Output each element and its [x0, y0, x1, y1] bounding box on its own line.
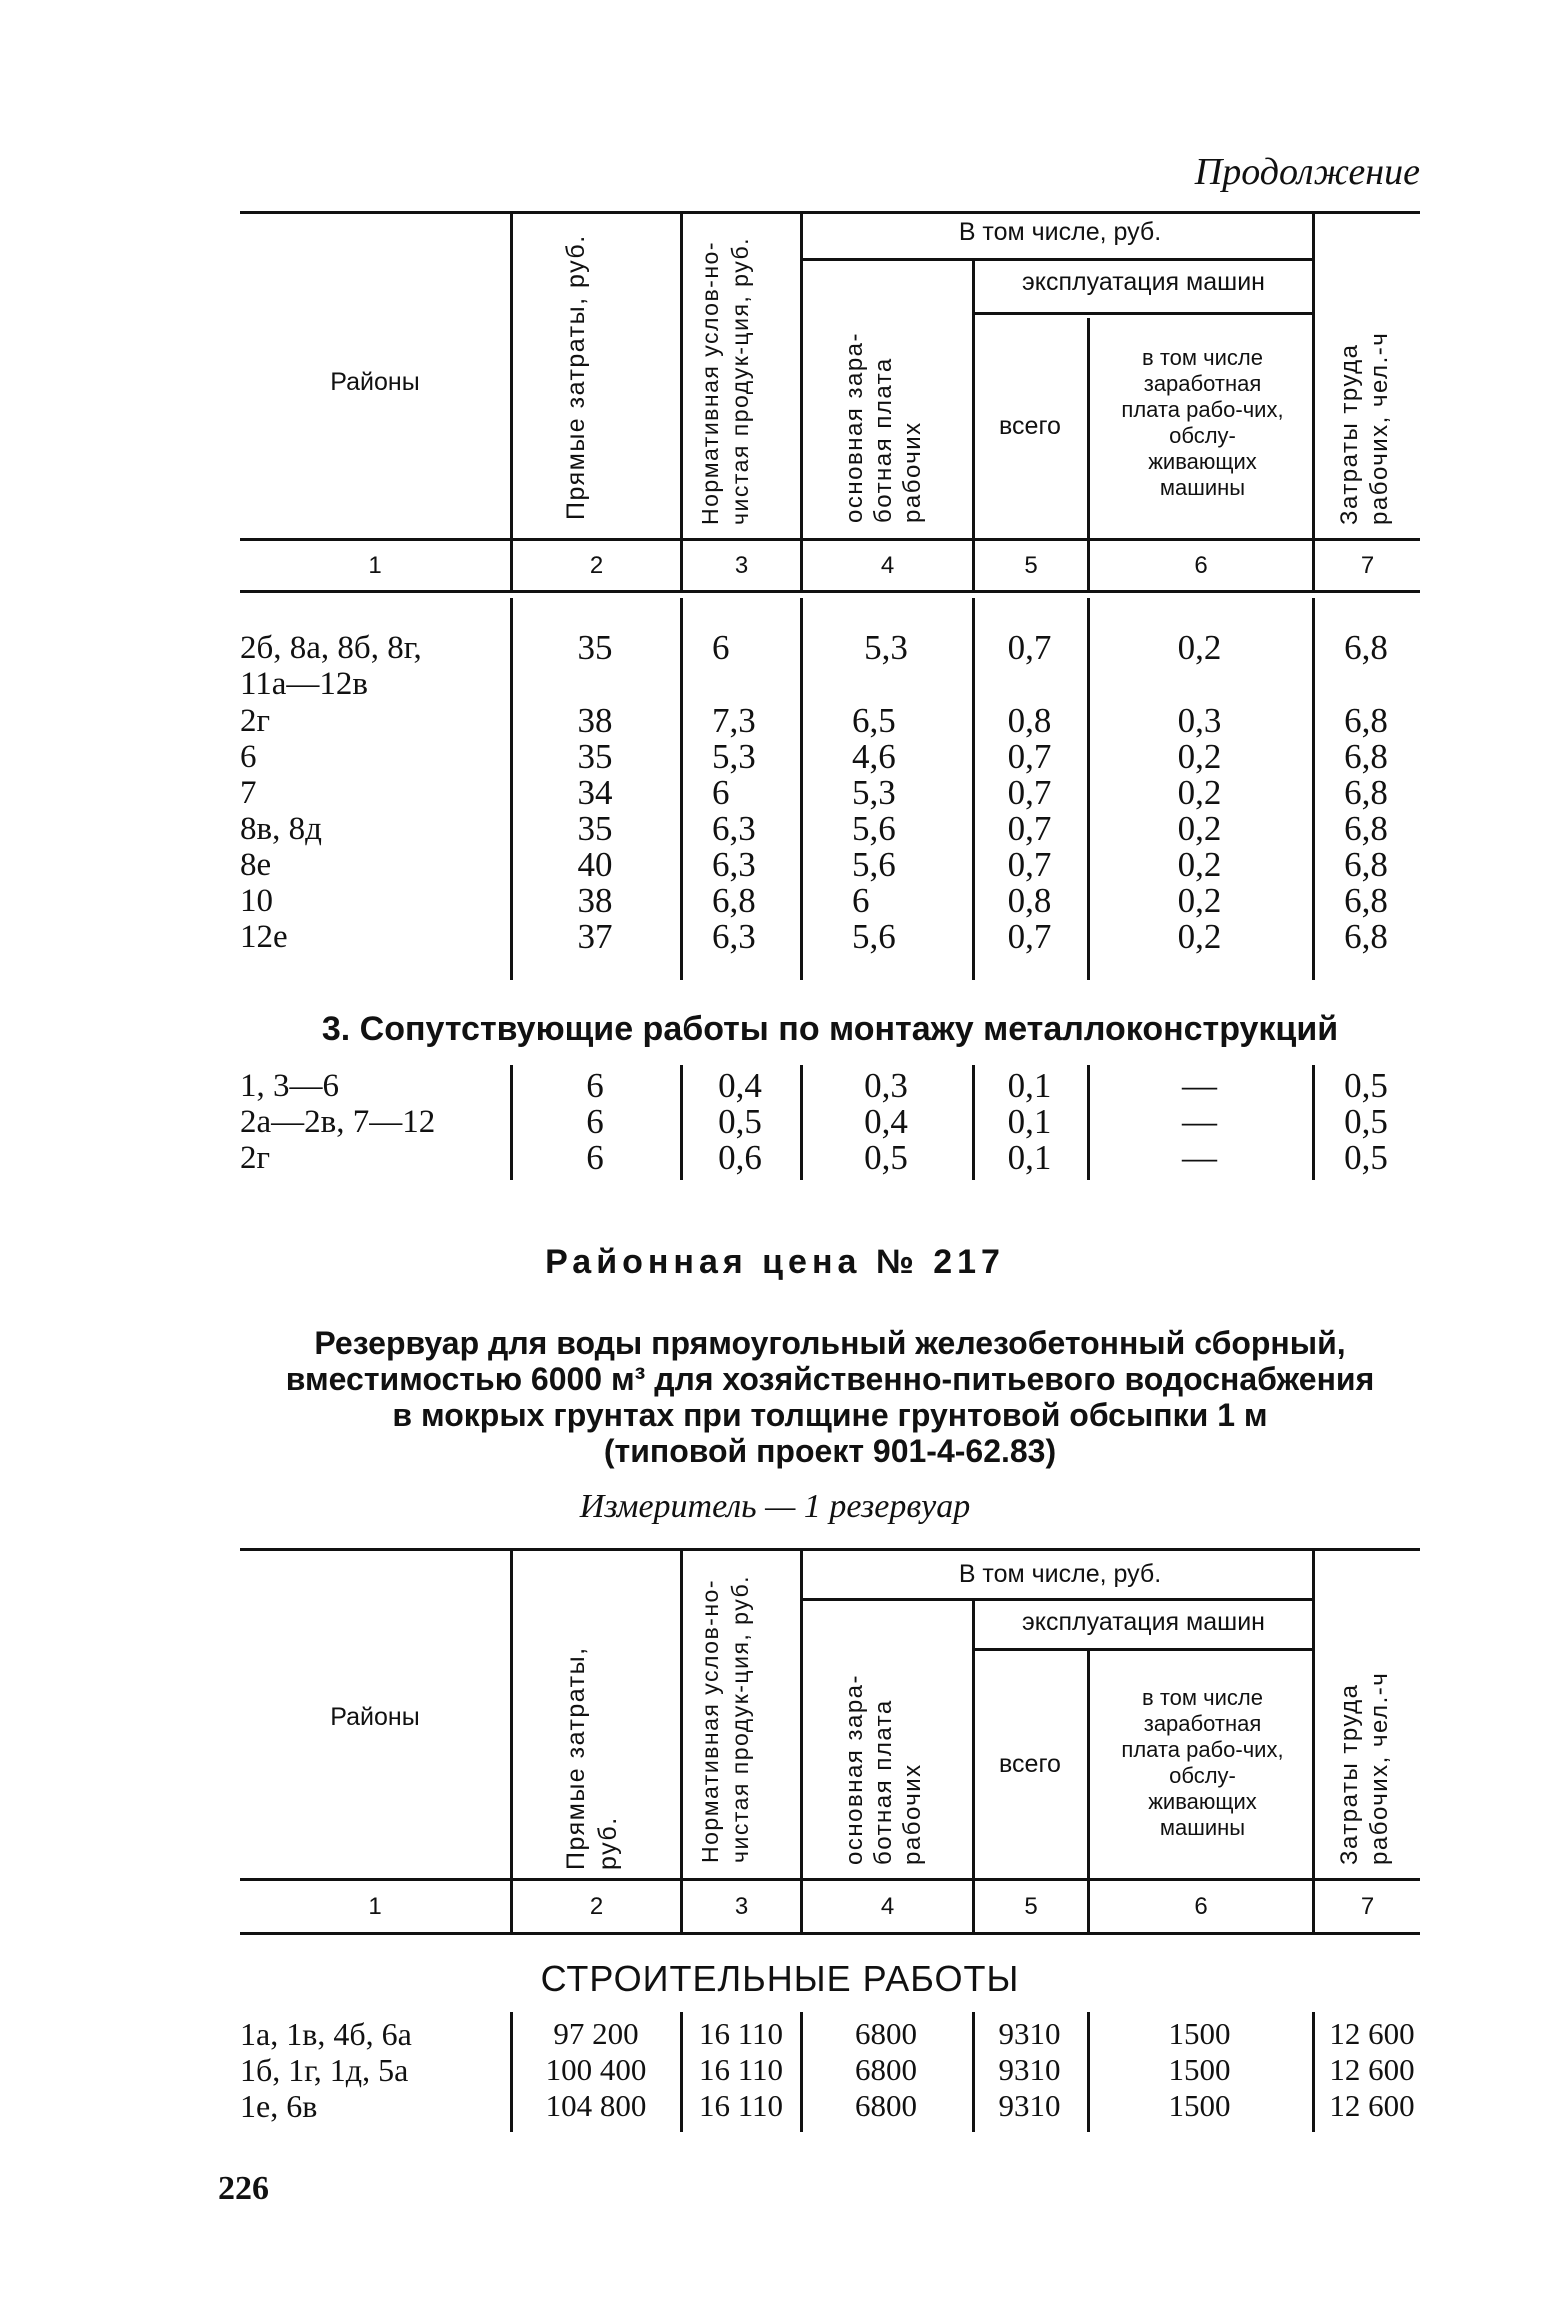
description-line: вместимостью 6000 м³ для хозяйственно-питьевого водоснабжения	[285, 1361, 1375, 1397]
machine-operation-header: эксплуатация машин	[1022, 268, 1265, 296]
table-cell-region: 10	[240, 883, 273, 919]
labor-costs-header: Затраты труда рабочих, чел.-ч	[1336, 1671, 1393, 1865]
table-cell-direct: 35	[577, 628, 613, 667]
table-cell-wage: 6800	[855, 2052, 917, 2087]
table-cell-machine-wage: —	[1182, 1066, 1217, 1105]
table-cell-machine-total: 0,8	[1007, 701, 1052, 740]
table-cell-wage: 5,6	[852, 809, 896, 848]
table-cell-machine-wage: 0,2	[1177, 773, 1222, 812]
col-num: 5	[1024, 1893, 1038, 1920]
table-cell-region: 8е	[240, 847, 272, 883]
table-cell-region: 8в, 8д	[240, 811, 322, 847]
table-cell-normative: 6	[712, 773, 730, 812]
direct-costs-header: Прямые затраты, руб.	[562, 1646, 622, 1870]
price-description	[220, 1325, 1440, 1469]
table-cell-labor: 6,8	[1344, 881, 1388, 920]
table-cell-machine-wage: —	[1182, 1138, 1217, 1177]
table-cell-machine-wage: 0,2	[1177, 881, 1222, 920]
table-cell-labor: 12 600	[1329, 2088, 1415, 2123]
col-num: 5	[1024, 552, 1038, 579]
machine-wage-header: в том числе заработная плата рабо-чих, обслу-живающих машины	[1121, 345, 1284, 500]
description-line: Резервуар для воды прямоугольный железобетонный сборный,	[314, 1325, 1346, 1361]
table-cell-normative: 6,3	[712, 917, 756, 956]
construction-works-title: СТРОИТЕЛЬНЫЕ РАБОТЫ	[540, 1958, 1020, 1999]
machine-wage-header: в том числе заработная плата рабо-чих, обслу-живающих машины	[1121, 1685, 1284, 1840]
table-cell-machine-wage: 0,2	[1177, 845, 1222, 884]
table-cell-wage: 0,5	[864, 1138, 908, 1177]
col-num: 7	[1360, 552, 1375, 579]
table-cell-wage: 5,6	[852, 845, 896, 884]
measure-label: Измеритель — 1 резервуар	[579, 1488, 971, 1525]
table-cell-machine-wage: 0,3	[1177, 701, 1222, 740]
table-cell-normative: 16 110	[698, 2016, 784, 2051]
table-cell-wage: 5,6	[852, 917, 896, 956]
col-num: 3	[734, 552, 749, 579]
base-wage-header: основная зара-ботная плата рабочих	[841, 331, 926, 523]
table-cell-direct: 6	[586, 1138, 604, 1177]
table-cell-machine-total: 0,7	[1007, 737, 1052, 776]
table-cell-normative: 16 110	[698, 2052, 784, 2087]
table-cell-direct: 104 800	[545, 2088, 647, 2123]
table-cell-wage: 5,3	[852, 773, 896, 812]
table-cell-machine-wage: 1500	[1168, 2088, 1231, 2123]
table-cell-region: 1, 3—6	[240, 1068, 339, 1104]
table-cell-machine-total: 0,7	[1007, 845, 1052, 884]
table-cell-machine-wage: —	[1182, 1102, 1217, 1141]
table-cell-machine-total: 0,7	[1007, 628, 1052, 667]
col-num: 2	[589, 552, 604, 579]
table-cell-labor: 6,8	[1344, 628, 1388, 667]
description-line: в мокрых грунтах при толщине грунтовой обсыпки 1 м	[392, 1397, 1268, 1433]
table-cell-labor: 6,8	[1344, 917, 1388, 956]
table-cell-wage: 0,3	[864, 1066, 908, 1105]
table-cell-machine-total: 0,1	[1007, 1066, 1052, 1105]
table-cell-direct: 100 400	[545, 2052, 647, 2087]
table-cell-direct: 35	[577, 737, 613, 776]
page-number: 226	[218, 2170, 269, 2207]
including-rub-header: В том числе, руб.	[958, 218, 1162, 246]
table-cell-direct: 6	[586, 1102, 604, 1141]
table-cell-normative: 16 110	[698, 2088, 784, 2123]
col-num: 6	[1194, 552, 1208, 579]
table-cell-region: 2а—2в, 7—12	[240, 1104, 436, 1140]
table-cell-machine-total: 0,7	[1007, 917, 1052, 956]
regions-header: Районы	[330, 1703, 420, 1731]
table-cell-direct: 34	[577, 773, 613, 812]
table-cell-machine-total: 0,1	[1007, 1102, 1052, 1141]
table-cell-machine-total: 9310	[998, 2088, 1061, 2123]
table-cell-labor: 6,8	[1344, 845, 1388, 884]
table-cell-direct: 6	[586, 1066, 604, 1105]
table-cell-wage: 6800	[855, 2016, 917, 2051]
table-cell-region: 1е, 6в	[240, 2088, 318, 2124]
col-num: 3	[734, 1893, 749, 1920]
table-cell-normative: 6,8	[712, 881, 756, 920]
machine-total-header: всего	[999, 1750, 1061, 1778]
table-cell-machine-total: 9310	[998, 2016, 1061, 2051]
table-cell-region: 6	[240, 739, 257, 775]
col-num: 7	[1360, 1893, 1375, 1920]
table-cell-direct: 40	[577, 845, 613, 884]
table-cell-direct: 97 200	[553, 2016, 639, 2051]
col-num: 6	[1194, 1893, 1208, 1920]
table-cell-labor: 6,8	[1344, 773, 1388, 812]
table-cell-machine-wage: 0,2	[1177, 917, 1222, 956]
table-cell-machine-wage: 1500	[1168, 2016, 1231, 2051]
table-cell-labor: 6,8	[1344, 737, 1388, 776]
normative-production-header: Нормативная услов-но-чистая продук-ция, руб.	[697, 1574, 753, 1863]
table-cell-direct: 38	[577, 701, 613, 740]
price-title: Районная цена № 217	[545, 1243, 1005, 1281]
table-cell-labor: 0,5	[1344, 1102, 1388, 1141]
table-cell-normative: 6,3	[712, 845, 756, 884]
table-cell-machine-total: 0,7	[1007, 773, 1052, 812]
table-cell-region: 12е	[240, 919, 288, 955]
table-cell-direct: 37	[577, 917, 613, 956]
col-num: 1	[368, 1893, 382, 1920]
table-cell-machine-wage: 1500	[1168, 2052, 1231, 2087]
machine-total-header: всего	[999, 412, 1061, 440]
table-cell-machine-total: 0,7	[1007, 809, 1052, 848]
description-line: (типовой проект 901-4-62.83)	[603, 1433, 1057, 1469]
table-cell-normative: 7,3	[712, 701, 756, 740]
table-cell-machine-wage: 0,2	[1177, 628, 1222, 667]
table-cell-labor: 12 600	[1329, 2052, 1415, 2087]
table-cell-region: 2г	[240, 1140, 271, 1176]
table-cell-machine-total: 0,1	[1007, 1138, 1052, 1177]
col-num: 1	[368, 552, 382, 579]
section3-title: 3. Сопутствующие работы по монтажу металлоконструкций	[321, 1010, 1339, 1048]
table-cell-region: 1а, 1в, 4б, 6а	[240, 2016, 412, 2052]
table-cell-region: 2б, 8а, 8б, 8г, 11а—12в	[240, 630, 422, 702]
table-cell-machine-total: 9310	[998, 2052, 1061, 2087]
labor-costs-header: Затраты труда рабочих, чел.-ч	[1336, 331, 1393, 525]
direct-costs-header: Прямые затраты, руб.	[562, 234, 590, 520]
table-cell-normative: 5,3	[712, 737, 756, 776]
table-cell-labor: 0,5	[1344, 1066, 1388, 1105]
table-cell-machine-total: 0,8	[1007, 881, 1052, 920]
table-cell-wage: 4,6	[852, 737, 896, 776]
table-cell-direct: 38	[577, 881, 613, 920]
continuation-label: Продолжение	[1194, 151, 1420, 193]
table-cell-labor: 0,5	[1344, 1138, 1388, 1177]
table-cell-wage: 6800	[855, 2088, 917, 2123]
table-cell-normative: 6,3	[712, 809, 756, 848]
table-cell-normative: 0,4	[718, 1066, 762, 1105]
table-cell-region: 7	[240, 775, 257, 811]
table-cell-region: 1б, 1г, 1д, 5а	[240, 2052, 409, 2088]
table-cell-normative: 0,6	[718, 1138, 762, 1177]
machine-operation-header: эксплуатация машин	[1022, 1608, 1265, 1636]
table-cell-wage: 6,5	[852, 701, 896, 740]
table-cell-machine-wage: 0,2	[1177, 809, 1222, 848]
col-num: 4	[880, 552, 895, 579]
base-wage-header: основная зара-ботная плата рабочих	[841, 1673, 926, 1865]
table-cell-labor: 6,8	[1344, 809, 1388, 848]
table-cell-region: 2г	[240, 703, 271, 739]
table-cell-normative: 0,5	[718, 1102, 762, 1141]
table-cell-wage: 6	[852, 881, 870, 920]
table-cell-normative: 6	[712, 628, 730, 667]
including-rub-header: В том числе, руб.	[958, 1560, 1162, 1588]
table-cell-wage: 0,4	[864, 1102, 908, 1141]
col-num: 2	[589, 1893, 604, 1920]
table-cell-machine-wage: 0,2	[1177, 737, 1222, 776]
normative-production-header: Нормативная услов-но-чистая продук-ция, руб.	[697, 236, 753, 525]
regions-header: Районы	[330, 368, 420, 396]
table-cell-labor: 12 600	[1329, 2016, 1415, 2051]
col-num: 4	[880, 1893, 895, 1920]
table-cell-direct: 35	[577, 809, 613, 848]
table-cell-wage: 5,3	[864, 628, 908, 667]
table-cell-labor: 6,8	[1344, 701, 1388, 740]
